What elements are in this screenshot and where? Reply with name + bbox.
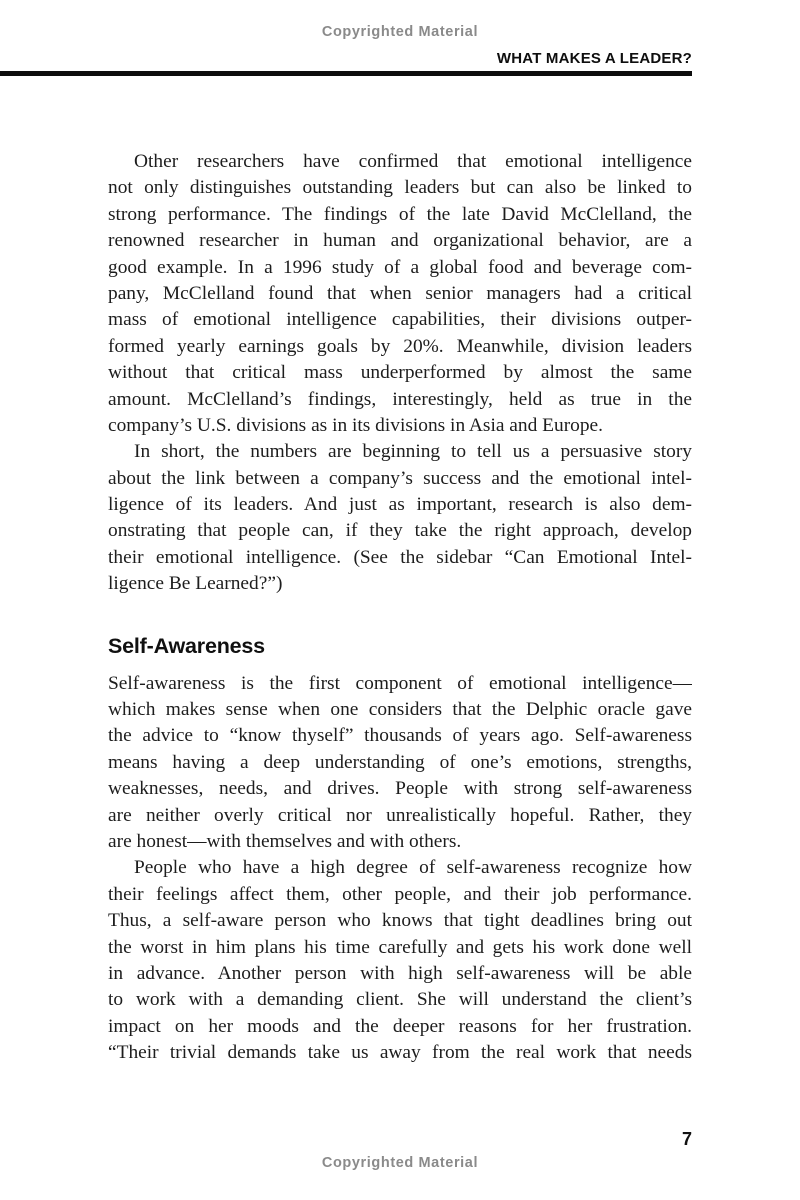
text-line: which makes sense when one considers that the Delphic oracle gave [108,699,692,721]
text-line: renowned researcher in human and organizational behavior, are a [108,230,692,252]
text-line: company’s U.S. divisions as in its divisions in Asia and Europe. [108,414,603,436]
text-line: in advance. Another person with high self-awareness will be able [108,962,692,984]
text-line: mass of emotional intelligence capabilities, their divisions outper- [108,309,692,331]
text-line: their feelings affect them, other people, and their job performance. [108,883,692,905]
text-line: the advice to “know thyself” thousands of years ago. Self-awareness [108,725,692,747]
text-line: about the link between a company’s success and the emotional intel- [108,467,692,489]
text-line: strong performance. The findings of the late David McClelland, the [108,203,692,225]
text-line: Other researchers have confirmed that emotional intelligence [134,151,692,172]
paragraph [108,855,692,1066]
page-number: 7 [681,1129,692,1149]
text-line: are neither overly critical nor unrealistically hopeful. Rather, they [108,804,692,826]
copyright-notice-bottom: Copyrighted Material [321,1155,479,1171]
text-line: pany, McClelland found that when senior managers had a critical [108,282,692,304]
text-line: amount. McClelland’s findings, interestingly, held as true in the [108,388,692,410]
text-line: their emotional intelligence. (See the sidebar “Can Emotional Intel- [108,546,692,568]
text-line: not only distinguishes outstanding leaders but can also be linked to [108,177,692,199]
paragraph [108,671,692,856]
text-line: ligence Be Learned?”) [108,573,283,595]
text-line: ligence of its leaders. And just as important, research is also dem- [108,494,692,516]
paragraph [108,439,692,597]
text-line: “Their trivial demands take us away from the real work that needs [108,1042,692,1064]
text-line: means having a deep understanding of one’s emotions, strengths, [108,751,692,773]
body-text [108,149,692,1067]
text-line: impact on her moods and the deeper reasons for her frustration. [108,1015,692,1037]
text-line: the worst in him plans his time carefully and gets his work done well [108,936,692,958]
text-line: In short, the numbers are beginning to tell us a persuasive story [134,441,692,463]
text-line: formed yearly earnings goals by 20%. Meanwhile, division leaders [108,335,692,357]
text-line: Self-awareness is the first component of emotional intelligence— [108,672,692,694]
text-line: weaknesses, needs, and drives. People with strong self-awareness [108,778,692,800]
section-heading: Self-Awareness [108,633,265,658]
text-line: Thus, a self-aware person who knows that tight deadlines bring out [108,910,692,932]
text-line: without that critical mass underperformed by almost the same [108,362,692,384]
running-head: WHAT MAKES A LEADER? [496,50,692,67]
copyright-notice-top: Copyrighted Material [321,24,479,40]
text-line: are honest—with themselves and with others. [108,830,462,852]
paragraph [108,149,692,439]
text-line: People who have a high degree of self-awareness recognize how [134,857,692,879]
header-rule [0,71,692,76]
text-line: onstrating that people can, if they take the right approach, develop [108,520,692,542]
text-line: to work with a demanding client. She will understand the client’s [108,989,692,1011]
text-line: good example. In a 1996 study of a global food and beverage com- [108,256,692,278]
